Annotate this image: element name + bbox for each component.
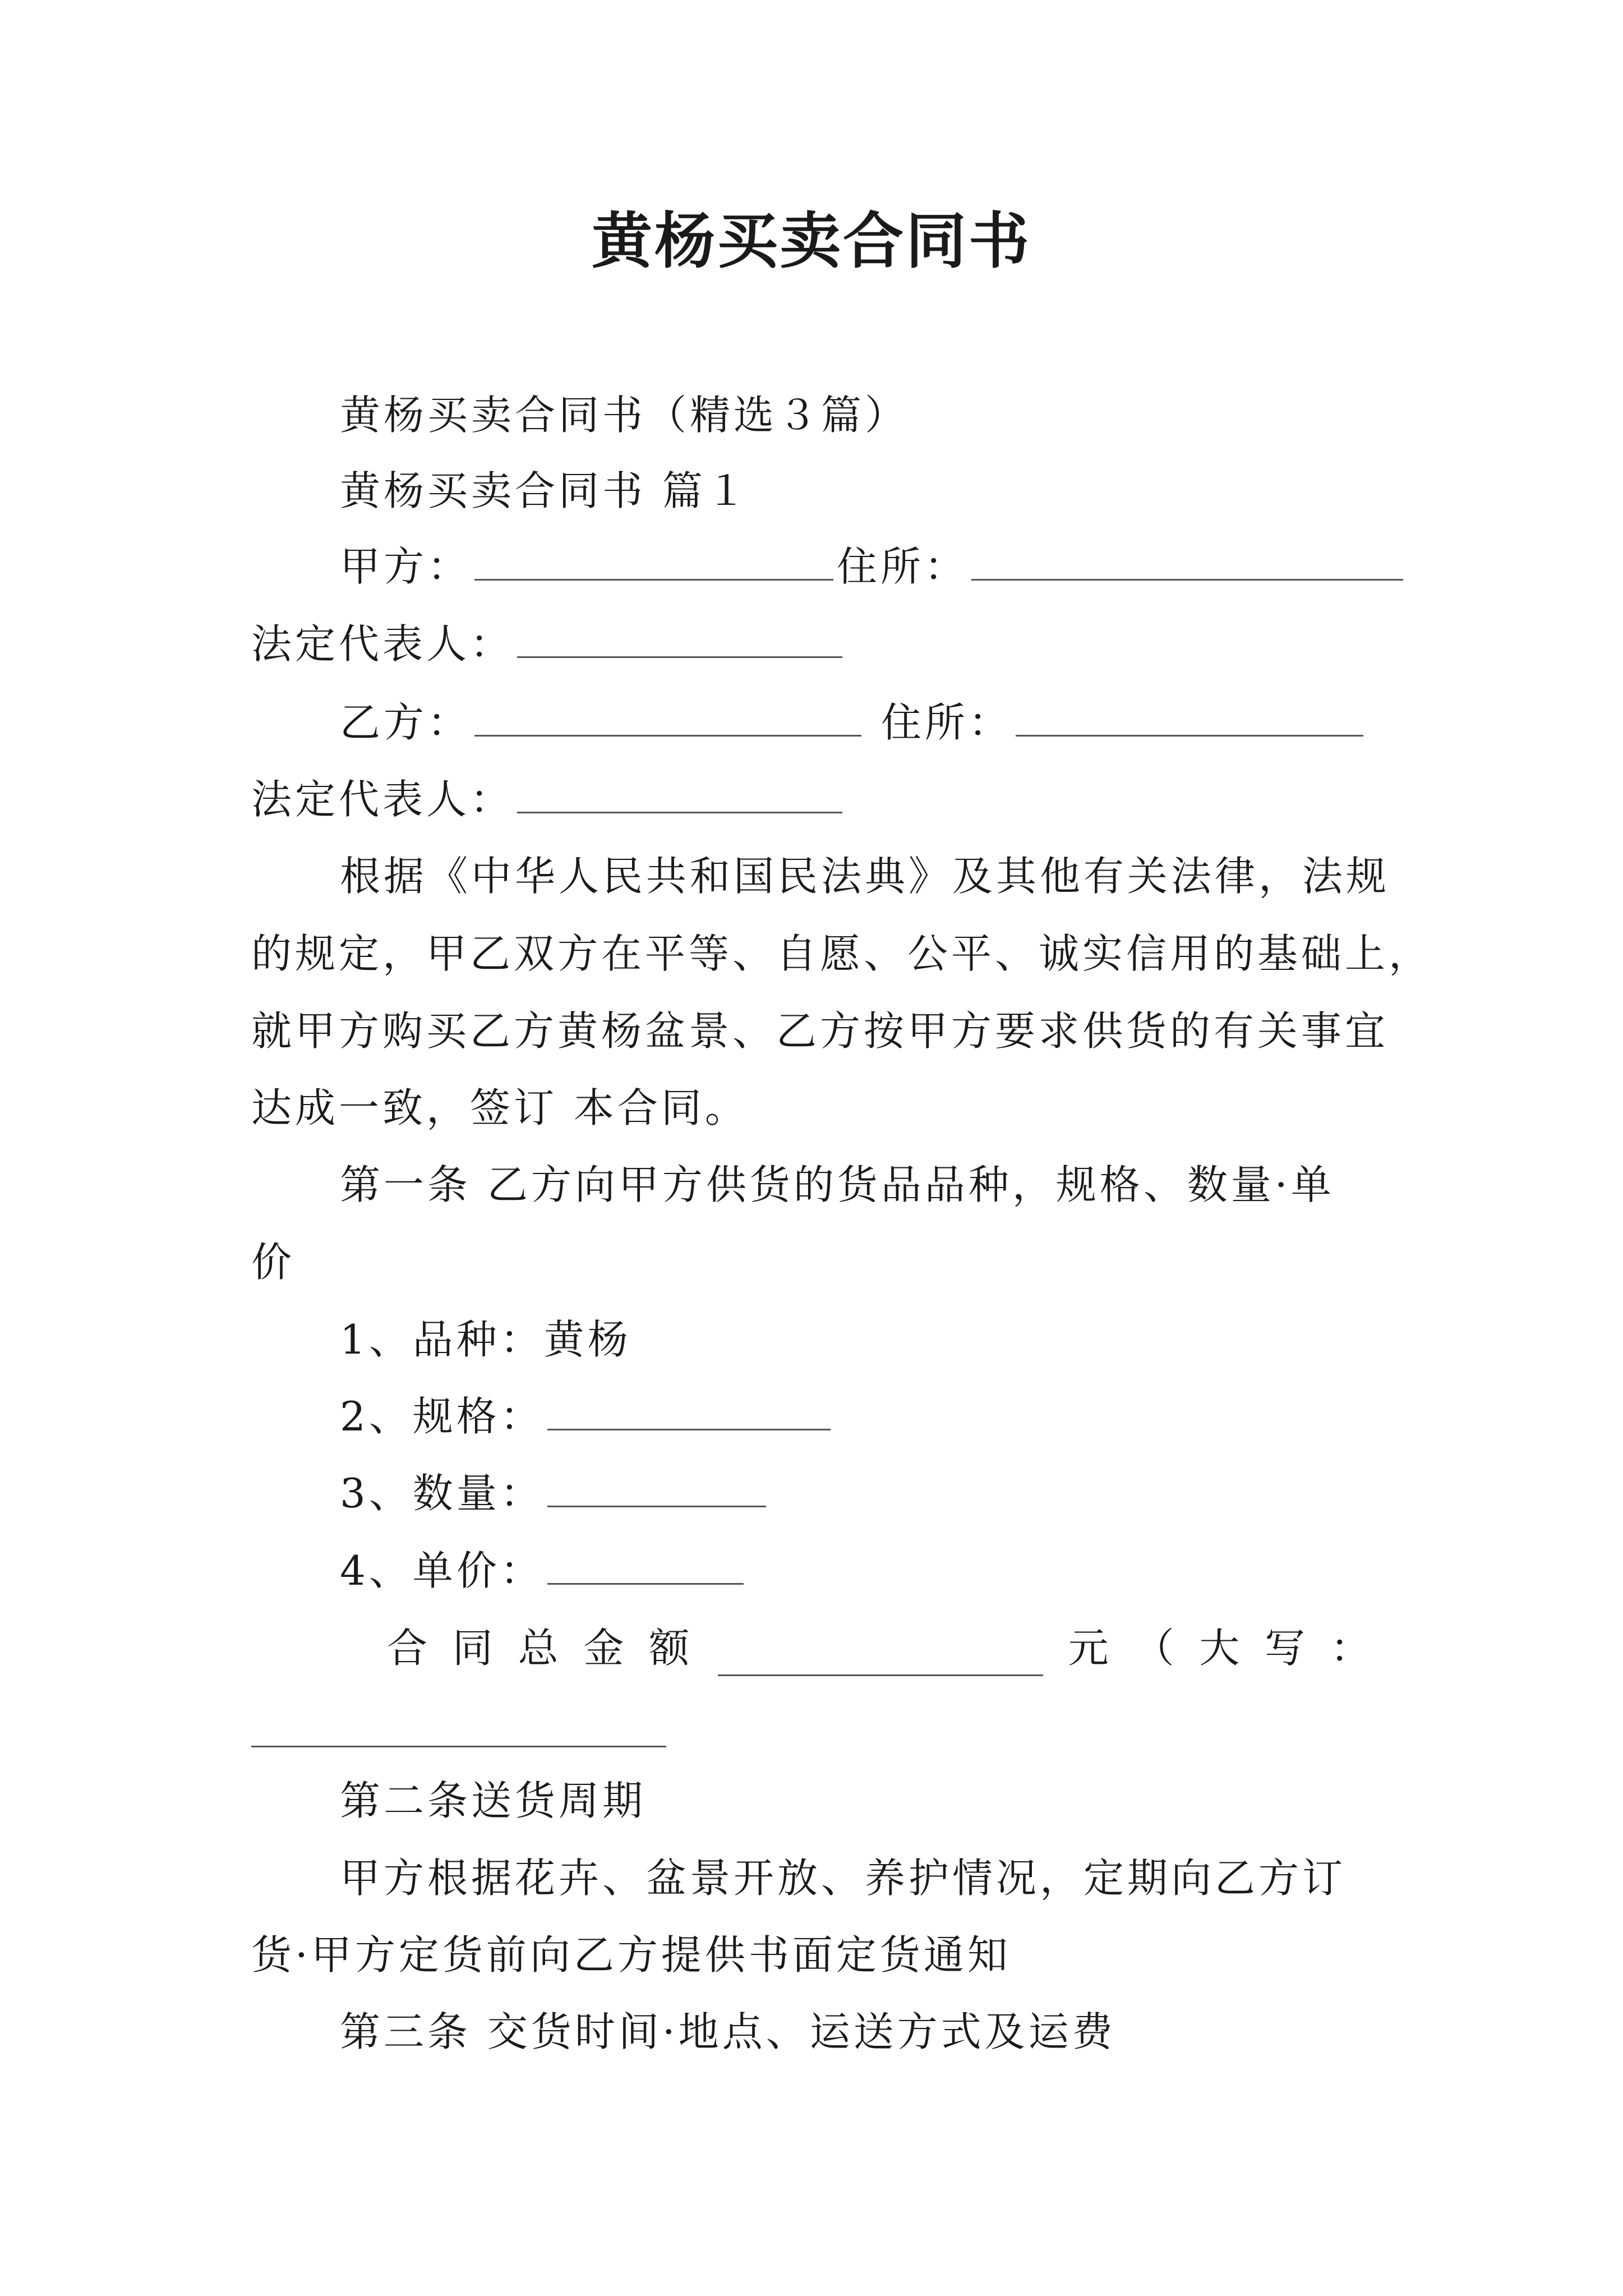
total-char: 总 bbox=[518, 1625, 562, 1672]
party-a-address-label: 住所： bbox=[837, 543, 969, 590]
preamble-line-2: 的规定，甲乙双方在平等、自愿、公平、诚实信用的基础上， bbox=[251, 930, 1433, 977]
total-uppercase-line bbox=[251, 1705, 1378, 1761]
total-char: 元 bbox=[1068, 1625, 1112, 1672]
item-quantity bbox=[251, 1465, 1467, 1521]
party-b-rep-label: 法定代表人： bbox=[251, 776, 514, 823]
party-a-rep-blank[interactable] bbox=[517, 622, 842, 658]
party-a-address-blank[interactable] bbox=[971, 544, 1403, 581]
item-spec-blank[interactable] bbox=[547, 1394, 831, 1430]
party-a-name-blank[interactable] bbox=[474, 544, 833, 581]
item-quantity-blank[interactable] bbox=[547, 1471, 766, 1507]
party-a-line bbox=[251, 539, 1467, 595]
item-spec-label: 2、规格： bbox=[340, 1393, 544, 1440]
total-amount-blank[interactable] bbox=[718, 1640, 1043, 1676]
preamble-line-1: 根据《中华人民共和国民法典》及其他有关法律，法规 bbox=[340, 853, 1390, 900]
article1-heading-line-2: 价 bbox=[251, 1239, 296, 1286]
total-char: 同 bbox=[452, 1625, 496, 1672]
party-b-label: 乙方： bbox=[340, 699, 472, 746]
subtitle: 黄杨买卖合同书（精选３篇） bbox=[340, 392, 909, 439]
article3-heading: 第三条 交货时间·地点、运送方式及运费 bbox=[340, 2008, 1116, 2055]
party-b-line bbox=[251, 694, 1467, 751]
total-char: 额 bbox=[649, 1625, 693, 1672]
total-char: （ bbox=[1133, 1625, 1178, 1672]
document-title: 黄杨买卖合同书 bbox=[591, 206, 1031, 277]
party-b-address-label: 住所： bbox=[880, 699, 1012, 746]
party-a-label: 甲方： bbox=[340, 543, 472, 590]
party-b-address-blank[interactable] bbox=[1016, 700, 1363, 737]
item-variety-label: 1、品种：黄杨 bbox=[340, 1316, 631, 1363]
total-char: 写 bbox=[1265, 1625, 1309, 1672]
party-b-rep-line bbox=[251, 771, 1378, 827]
item-unit-price-blank[interactable] bbox=[547, 1548, 744, 1585]
party-a-rep-label: 法定代表人： bbox=[251, 620, 514, 668]
item-quantity-label: 3、数量： bbox=[340, 1470, 544, 1517]
party-b-name-blank[interactable] bbox=[474, 700, 861, 737]
item-unit-price bbox=[251, 1543, 1467, 1599]
preamble-line-3: 就甲方购买乙方黄杨盆景、乙方按甲方要求供货的有关事宜 bbox=[251, 1007, 1389, 1055]
item-unit-price-label: 4、单价： bbox=[340, 1547, 544, 1594]
article2-body-line-2: 货·甲方定货前向乙方提供书面定货通知 bbox=[251, 1931, 1011, 1978]
part-heading: 黄杨买卖合同书 篇１ bbox=[340, 467, 750, 514]
total-char: 大 bbox=[1199, 1625, 1243, 1672]
article2-heading: 第二条送货周期 bbox=[340, 1777, 647, 1824]
total-amount-line bbox=[387, 1620, 1374, 1676]
total-uppercase-blank[interactable] bbox=[251, 1711, 666, 1747]
party-a-rep-line bbox=[251, 616, 1378, 672]
item-variety bbox=[251, 1312, 1467, 1368]
article2-body-line-1: 甲方根据花卉、盆景开放、养护情况，定期向乙方订 bbox=[340, 1855, 1347, 1902]
total-char: 合 bbox=[387, 1625, 431, 1672]
party-b-rep-blank[interactable] bbox=[517, 777, 842, 813]
total-char: 金 bbox=[583, 1625, 628, 1672]
article1-heading-line-1: 第一条 乙方向甲方供货的货品品种，规格、数量·单 bbox=[340, 1161, 1335, 1208]
item-spec bbox=[251, 1388, 1467, 1444]
total-char: ： bbox=[1330, 1625, 1374, 1672]
preamble-line-4: 达成一致，签订 本合同。 bbox=[251, 1084, 749, 1131]
